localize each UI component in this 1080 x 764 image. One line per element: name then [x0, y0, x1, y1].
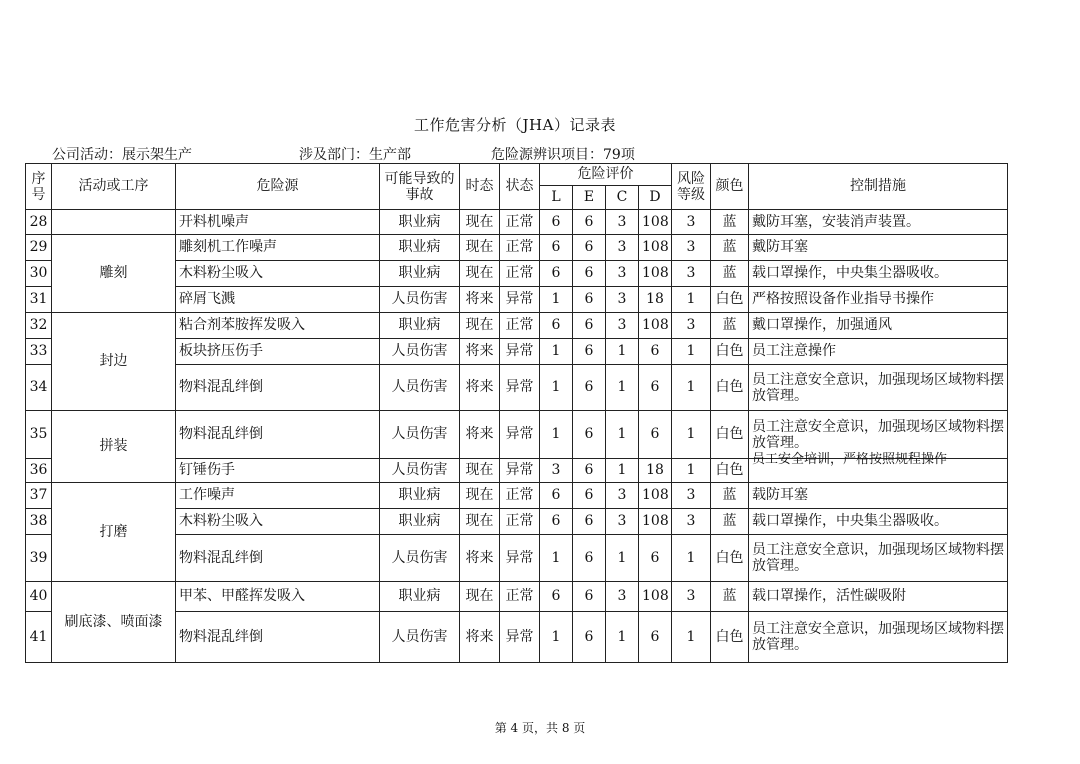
- row-level: 3: [672, 210, 711, 235]
- header-row: [26, 164, 1008, 186]
- header-risk-eval: 危险评价: [540, 164, 672, 186]
- row-E: 6: [573, 411, 606, 459]
- header-accident: 可能导致的事故: [380, 164, 460, 210]
- row-tense: 现在: [460, 483, 500, 509]
- row-color: 白色: [711, 612, 749, 663]
- row-D: 108: [639, 210, 672, 235]
- row-hazard: 碎屑飞溅: [176, 287, 380, 313]
- activity-paint: 刷底漆、喷面漆: [52, 582, 176, 663]
- activity-assemble: 拼装: [52, 411, 176, 483]
- row-hazard: 开料机噪声: [176, 210, 380, 235]
- document-title: 工作危害分析（JHA）记录表: [414, 116, 616, 134]
- row-no: 34: [26, 365, 52, 411]
- row-accident: 职业病: [380, 313, 460, 339]
- row-accident: 人员伤害: [380, 287, 460, 313]
- row-tense: 现在: [460, 582, 500, 612]
- jha-table: [25, 163, 1008, 663]
- row-control: 员工注意安全意识，加强现场区域物料摆放管理。: [749, 411, 1008, 459]
- row-D: 6: [639, 535, 672, 582]
- row-D: 6: [639, 411, 672, 459]
- row-L: 3: [540, 459, 573, 483]
- row-C: 3: [606, 261, 639, 287]
- row-C: 3: [606, 313, 639, 339]
- row-E: 6: [573, 535, 606, 582]
- row-C: 3: [606, 287, 639, 313]
- row-control: 严格按照设备作业指导书操作: [749, 287, 1008, 313]
- row-no: 30: [26, 261, 52, 287]
- row-L: 1: [540, 365, 573, 411]
- hazard-item-count: 危险源辨识项目：79项: [491, 147, 635, 163]
- row-control: 员工注意安全意识，加强现场区域物料摆放管理。: [749, 535, 1008, 582]
- row-level: 1: [672, 535, 711, 582]
- row-no: 37: [26, 483, 52, 509]
- row-state: 正常: [500, 483, 540, 509]
- row-D: 6: [639, 612, 672, 663]
- row-D: 108: [639, 509, 672, 535]
- row-color: 白色: [711, 459, 749, 483]
- row-hazard: 木料粉尘吸入: [176, 509, 380, 535]
- header-state: 状态: [500, 164, 540, 210]
- row-E: 6: [573, 509, 606, 535]
- row-hazard: 物料混乱绊倒: [176, 365, 380, 411]
- row-accident: 职业病: [380, 509, 460, 535]
- row-hazard: 甲苯、甲醛挥发吸入: [176, 582, 380, 612]
- row-C: 3: [606, 235, 639, 261]
- table-row: [26, 313, 1008, 339]
- row-state: 异常: [500, 612, 540, 663]
- row-tense: 将来: [460, 287, 500, 313]
- row-E: 6: [573, 365, 606, 411]
- row-tense: 现在: [460, 235, 500, 261]
- row-hazard: 钉锤伤手: [176, 459, 380, 483]
- row-L: 6: [540, 313, 573, 339]
- row-D: 18: [639, 287, 672, 313]
- row-L: 6: [540, 210, 573, 235]
- row-D: 108: [639, 261, 672, 287]
- row-accident: 职业病: [380, 483, 460, 509]
- row-E: 6: [573, 483, 606, 509]
- row-level: 3: [672, 582, 711, 612]
- row-L: 1: [540, 535, 573, 582]
- company-activity: 公司活动：展示架生产: [52, 147, 192, 163]
- row-D: 108: [639, 313, 672, 339]
- row-state: 异常: [500, 459, 540, 483]
- row-no: 33: [26, 339, 52, 365]
- row-E: 6: [573, 582, 606, 612]
- row-C: 3: [606, 582, 639, 612]
- row-color: 白色: [711, 411, 749, 459]
- row-no: 41: [26, 612, 52, 663]
- row-control: 员工注意操作: [749, 339, 1008, 365]
- row-color: 白色: [711, 339, 749, 365]
- row-color: 白色: [711, 535, 749, 582]
- row-D: 108: [639, 235, 672, 261]
- row-E: 6: [573, 287, 606, 313]
- row-C: 3: [606, 483, 639, 509]
- row-accident: 人员伤害: [380, 411, 460, 459]
- table-row: [26, 210, 1008, 235]
- row-control: [749, 452, 1008, 483]
- row-state: 正常: [500, 210, 540, 235]
- row-color: 蓝: [711, 582, 749, 612]
- row-C: 1: [606, 535, 639, 582]
- row-hazard: 雕刻机工作噪声: [176, 235, 380, 261]
- header-hazard: 危险源: [176, 164, 380, 210]
- row-accident: 人员伤害: [380, 365, 460, 411]
- row-color: 白色: [711, 365, 749, 411]
- row-level: 3: [672, 509, 711, 535]
- row-hazard: 木料粉尘吸入: [176, 261, 380, 287]
- table-row: [26, 582, 1008, 612]
- row-color: 白色: [711, 287, 749, 313]
- row-color: 蓝: [711, 483, 749, 509]
- row-control: 员工注意安全意识，加强现场区域物料摆放管理。: [749, 612, 1008, 663]
- row-state: 正常: [500, 313, 540, 339]
- row-E: 6: [573, 210, 606, 235]
- row-state: 正常: [500, 582, 540, 612]
- activity-cell-empty: [52, 210, 176, 235]
- header-D: D: [639, 186, 672, 210]
- row-no: 29: [26, 235, 52, 261]
- activity-engrave: 雕刻: [52, 235, 176, 313]
- table-row: [26, 483, 1008, 509]
- row-color: 蓝: [711, 261, 749, 287]
- activity-edge-banding: 封边: [52, 313, 176, 411]
- row-no: 35: [26, 411, 52, 459]
- row-control: 载防耳塞: [749, 483, 1008, 509]
- row-accident: 职业病: [380, 261, 460, 287]
- row-accident: 职业病: [380, 235, 460, 261]
- row-state: 异常: [500, 339, 540, 365]
- row-C: 1: [606, 411, 639, 459]
- row-L: 6: [540, 261, 573, 287]
- row-C: 1: [606, 339, 639, 365]
- row-tense: 现在: [460, 459, 500, 483]
- row-control: 载口罩操作，活性碳吸附: [749, 582, 1008, 612]
- row-tense: 将来: [460, 365, 500, 411]
- row-hazard: 物料混乱绊倒: [176, 411, 380, 459]
- row-D: 108: [639, 483, 672, 509]
- row-no: 40: [26, 582, 52, 612]
- row-level: 1: [672, 459, 711, 483]
- row-L: 1: [540, 411, 573, 459]
- row-hazard: 工作噪声: [176, 483, 380, 509]
- row-level: 3: [672, 235, 711, 261]
- row-no: 36: [26, 459, 52, 483]
- row-tense: 现在: [460, 210, 500, 235]
- row-D: 18: [639, 459, 672, 483]
- row-tense: 将来: [460, 411, 500, 459]
- header-color: 颜色: [711, 164, 749, 210]
- row-accident: 人员伤害: [380, 612, 460, 663]
- row-level: 1: [672, 339, 711, 365]
- row-E: 6: [573, 339, 606, 365]
- row-color: 蓝: [711, 509, 749, 535]
- row-level: 1: [672, 287, 711, 313]
- row-control: 载口罩操作，中央集尘器吸收。: [749, 509, 1008, 535]
- row-control: 戴防耳塞，安装消声装置。: [749, 210, 1008, 235]
- row-level: 3: [672, 313, 711, 339]
- row-accident: 人员伤害: [380, 339, 460, 365]
- row-tense: 现在: [460, 261, 500, 287]
- row-no: 32: [26, 313, 52, 339]
- header-seq: 序号: [26, 164, 52, 210]
- row-state: 正常: [500, 261, 540, 287]
- row-D: 6: [639, 339, 672, 365]
- row-L: 1: [540, 612, 573, 663]
- table-row: [26, 235, 1008, 261]
- clipped-control-text: 员工安全培训，严格按照规程操作: [752, 452, 948, 467]
- row-color: 蓝: [711, 313, 749, 339]
- row-E: 6: [573, 612, 606, 663]
- row-control: 戴防耳塞: [749, 235, 1008, 261]
- row-hazard: 粘合剂苯胺挥发吸入: [176, 313, 380, 339]
- row-color: 蓝: [711, 210, 749, 235]
- row-hazard: 物料混乱绊倒: [176, 612, 380, 663]
- header-C: C: [606, 186, 639, 210]
- row-hazard: 板块挤压伤手: [176, 339, 380, 365]
- row-accident: 职业病: [380, 582, 460, 612]
- row-accident: 人员伤害: [380, 459, 460, 483]
- row-L: 6: [540, 582, 573, 612]
- row-D: 6: [639, 365, 672, 411]
- header-activity: 活动或工序: [52, 164, 176, 210]
- row-state: 正常: [500, 235, 540, 261]
- row-no: 31: [26, 287, 52, 313]
- header-risk-level: 风险等级: [672, 164, 711, 210]
- row-C: 1: [606, 365, 639, 411]
- row-E: 6: [573, 313, 606, 339]
- row-no: 38: [26, 509, 52, 535]
- row-L: 6: [540, 235, 573, 261]
- row-tense: 现在: [460, 313, 500, 339]
- header-E: E: [573, 186, 606, 210]
- row-E: 6: [573, 261, 606, 287]
- row-state: 异常: [500, 535, 540, 582]
- page-footer: 第 4 页，共 8 页: [494, 721, 586, 735]
- row-state: 正常: [500, 509, 540, 535]
- row-tense: 将来: [460, 535, 500, 582]
- row-tense: 将来: [460, 612, 500, 663]
- row-no: 28: [26, 210, 52, 235]
- header-L: L: [540, 186, 573, 210]
- header-control: 控制措施: [749, 164, 1008, 210]
- header-tense: 时态: [460, 164, 500, 210]
- row-color: 蓝: [711, 235, 749, 261]
- row-hazard: 物料混乱绊倒: [176, 535, 380, 582]
- row-level: 3: [672, 261, 711, 287]
- row-C: 3: [606, 509, 639, 535]
- row-state: 异常: [500, 365, 540, 411]
- row-tense: 现在: [460, 509, 500, 535]
- row-C: 1: [606, 612, 639, 663]
- row-accident: 职业病: [380, 210, 460, 235]
- row-L: 1: [540, 339, 573, 365]
- row-level: 1: [672, 365, 711, 411]
- row-accident: 人员伤害: [380, 535, 460, 582]
- row-C: 1: [606, 459, 639, 483]
- row-level: 1: [672, 612, 711, 663]
- row-E: 6: [573, 459, 606, 483]
- row-E: 6: [573, 235, 606, 261]
- row-C: 3: [606, 210, 639, 235]
- row-tense: 将来: [460, 339, 500, 365]
- row-level: 1: [672, 411, 711, 459]
- department: 涉及部门：生产部: [299, 147, 411, 163]
- row-control: 员工注意安全意识，加强现场区域物料摆放管理。: [749, 365, 1008, 411]
- row-L: 6: [540, 509, 573, 535]
- row-L: 1: [540, 287, 573, 313]
- row-level: 3: [672, 483, 711, 509]
- row-D: 108: [639, 582, 672, 612]
- activity-polish: 打磨: [52, 483, 176, 582]
- row-no: 39: [26, 535, 52, 582]
- row-L: 6: [540, 483, 573, 509]
- row-control: 戴口罩操作，加强通风: [749, 313, 1008, 339]
- row-state: 异常: [500, 287, 540, 313]
- row-state: 异常: [500, 411, 540, 459]
- row-control: 载口罩操作，中央集尘器吸收。: [749, 261, 1008, 287]
